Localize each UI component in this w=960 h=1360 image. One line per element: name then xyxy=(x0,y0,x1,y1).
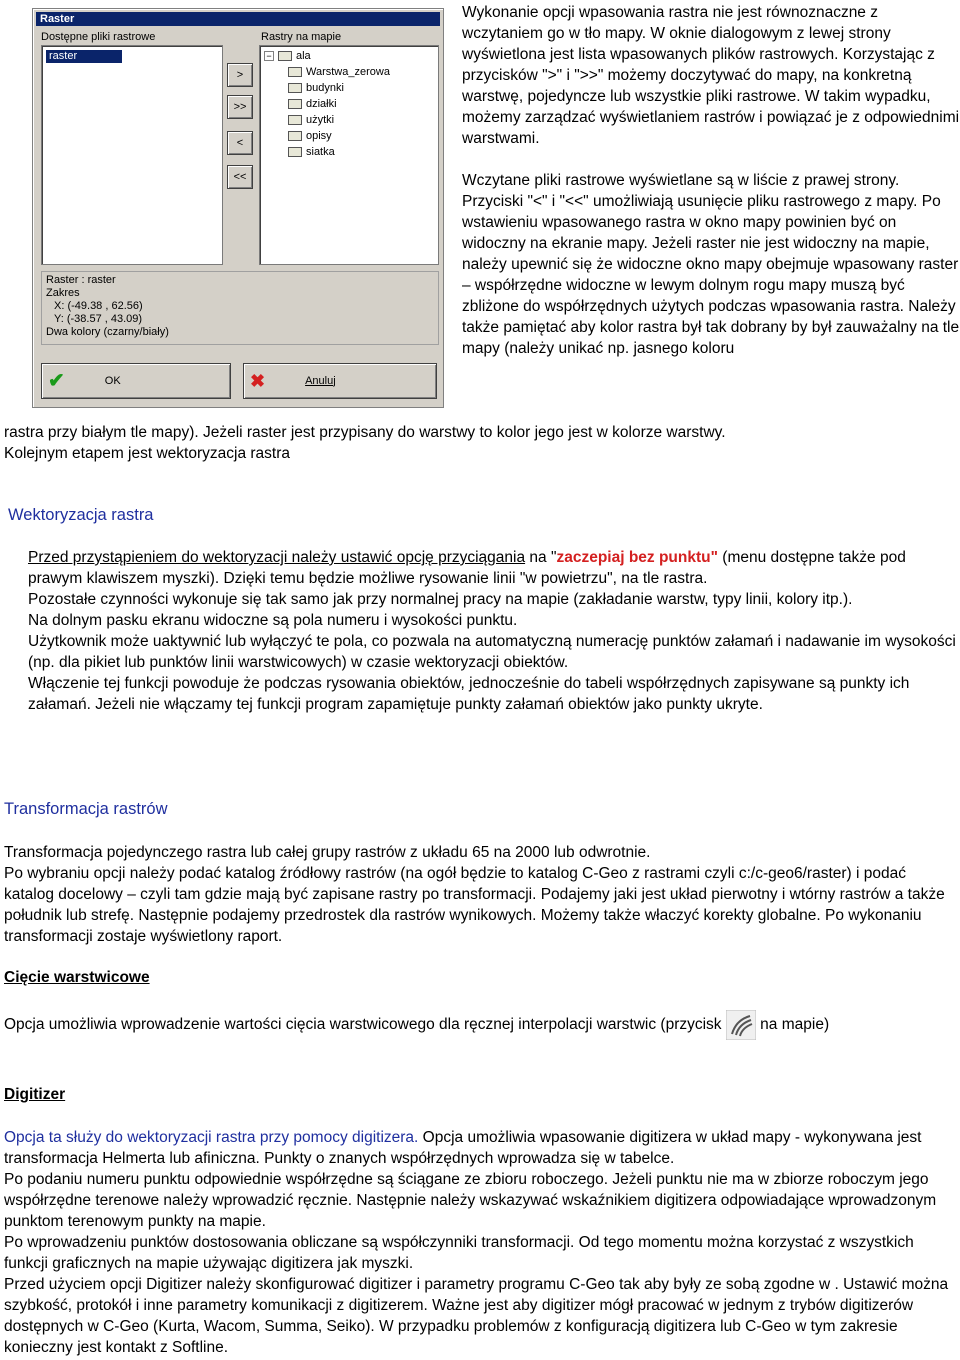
collapse-icon[interactable]: − xyxy=(264,51,274,61)
wektoryzacja-line-5: Włączenie tej funkcji powoduje że podczas rysowania obiektów, jednocześnie do tabeli współrzędnych zapisywane są punkty ich załamań. Jeżeli nie włączamy tej funkcji program zapamiętuje punkty załamań obiektów jako punkty ukryte. xyxy=(28,675,910,713)
cross-icon: ✖ xyxy=(250,370,266,391)
section-heading-transformacja: Transformacja rastrów xyxy=(4,800,168,818)
contour-interpolation-icon xyxy=(726,1010,756,1040)
ciecie-body xyxy=(4,1010,958,1040)
list-item[interactable]: raster xyxy=(46,50,122,63)
layer-icon xyxy=(288,131,302,141)
wektoryzacja-body xyxy=(28,547,958,715)
tree-item[interactable]: Warstwa_zerowa xyxy=(288,64,390,80)
digitizer-line-2: Po podaniu numeru punktu odpowiednie współrzędne są ściągane ze zbioru roboczego. Jeżeli punktu nie ma w zbiorze roboczym jego współrzędne terenowe należy wprowadzić ręcznie. Następnie należy wskazywać wskaźnikiem digitizera odpowiadające wprowadzonym punktom terenowym punkty na mapie. xyxy=(4,1171,937,1230)
transformacja-line-2: Po wybraniu opcji należy podać katalog źródłowy rastrów (na ogół będzie to katalog C-Geo z rastrami czyli c:/c-geo6/raster) i podać katalog docelowy – czyli tam gdzie mają być zapisane rastry po transformacji. Podajemy jaki jest układ pierwotny i wtórny rastrów a także południk lub strefę. Następnie podajemy przedrostek dla rastrów wynikowych. Możemy także właczyć korekty globalne. Po wykonaniu transformacji zostaje wyświetlony raport. xyxy=(4,865,945,945)
layer-icon xyxy=(288,147,302,157)
wektoryzacja-line-3: Na dolnym pasku ekranu widoczne są pola numeru i wysokości punktu. xyxy=(28,612,518,629)
wektoryzacja-line-2: Pozostałe czynności wykonuje się tak samo jak przy normalnej pracy na mapie (zakładanie warstw, typy linii, kolory itp.). xyxy=(28,591,853,608)
info-line: Raster : raster xyxy=(46,274,116,286)
tree-item[interactable]: opisy xyxy=(288,128,390,144)
info-line: Dwa kolory (czarny/biały) xyxy=(46,326,169,338)
layer-icon xyxy=(288,115,302,125)
map-rasters-tree[interactable] xyxy=(259,45,439,265)
intro-paragraph-1: Wykonanie opcji wpasowania rastra nie jest równoznaczne z wczytaniem go w tło mapy. W oknie dialogowym z lewej strony wyświetlona jest lista wpasowanych plików rastrowych. Korzystając z przycisków ">" i ">>" możemy doczytywać do mapy, na konkretną warstwę, pojedyncze lub wszystkie pliki rastrowe. W takim wypadku, możemy zarządzać wyświetlaniem rastrów i powiązać je z odpowiednimi warstwami. xyxy=(462,4,960,147)
ciecie-line-1: Opcja umożliwia wprowadzenie wartości cięcia warstwicowego dla ręcznej interpolacji warstwic (przycisk na mapie) xyxy=(4,1010,958,1040)
add-raster-button[interactable]: > xyxy=(227,63,253,87)
dialog-title: Raster xyxy=(36,12,440,26)
tree-item[interactable]: siatka xyxy=(288,144,390,160)
digitizer-line-1: Opcja ta służy do wektoryzacji rastra przy pomocy digitizera. Opcja umożliwia wpasowanie digitizera w układ mapy - wykonywana jest transformacja Helmerta lub afiniczna. Punkty o znanych współrzędnych wprowadza się w tabelce. xyxy=(4,1129,922,1167)
cancel-button[interactable]: ✖ Anuluj xyxy=(243,363,437,399)
raster-info-panel xyxy=(41,271,439,345)
intro-paragraph-4: Kolejnym etapem jest wektoryzacja rastra xyxy=(4,445,291,462)
digitizer-line-4: Przed użyciem opcji Digitizer należy skonfigurować digitizer i parametry programu C-Geo tak aby były ze sobą zgodne w . Ustawić można szybkość, protokół i inne parametry komunikacji z digitizerem. Ważne jest aby digitizer mógł pracować w jednym z trybów digitizerów dostępnych w C-Geo (Kurta, Wacom, Summa, Seiko). W przypadku problemów z konfiguracją digitizera lub C-Geo w tym zakresie konieczny jest kontakt z Softline. xyxy=(4,1276,949,1356)
section-heading-digitizer: Digitizer xyxy=(4,1086,66,1103)
tree-item[interactable]: użytki xyxy=(288,112,390,128)
transformacja-body xyxy=(4,842,958,947)
intro-continuation xyxy=(4,422,958,464)
tree-item[interactable]: działki xyxy=(288,96,390,112)
add-all-rasters-button[interactable]: >> xyxy=(227,95,253,119)
map-rasters-label: Rastry na mapie xyxy=(261,31,342,43)
digitizer-line-3: Po wprowadzeniu punktów dostosowania obliczane są współczynniki transformacji. Od tego momentu można korzystać z wszystkich funkcji graficznych na mapie używając digitizera jak myszki. xyxy=(4,1234,914,1272)
layer-icon xyxy=(288,67,302,77)
wektoryzacja-line-4: Użytkownik może uaktywnić lub wyłączyć te pola, co pozwala na automatyczną numerację punktów załamań i nadawanie im wysokości (np. dla pikiet lub punktów linii warstwicowych) w czasie wektoryzacji obiektów. xyxy=(28,633,956,671)
remove-all-rasters-button[interactable]: << xyxy=(227,165,253,189)
section-heading-wektoryzacja: Wektoryzacja rastra xyxy=(8,506,154,524)
intro-paragraph-3: Przyciski "<" i "<<" umożliwiają usunięcie pliku rastrowego z mapy. Po wstawieniu wpasowanego rastra w okno mapy powinien być on widoczny na ekranie mapy. Jeżeli raster nie jest widoczny na mapie, należy upewnić się że widoczne okno mapy obejmuje wpasowany raster – współrzędne widoczne w lewym dolnym rogu mapy muszą być zbliżone do współrzędnych użytych podczas wpasowania rastra. Należy także pamiętać aby kolor rastra był tak dobrany by był zauważalny na tle mapy (należy unikać np. jasnego koloru xyxy=(462,193,960,357)
info-line: Zakres xyxy=(46,287,80,299)
intro-column xyxy=(462,2,960,359)
available-rasters-label: Dostępne pliki rastrowe xyxy=(41,31,156,43)
layer-icon xyxy=(278,51,292,61)
info-line: X: (-49.38 , 62.56) xyxy=(54,300,143,312)
intro-paragraph-3-continued: rastra przy białym tle mapy). Jeżeli raster jest przypisany do warstwy to kolor jego jest w kolorze warstwy. xyxy=(4,424,726,441)
transformacja-line-1: Transformacja pojedynczego rastra lub całej grupy rastrów z układu 65 na 2000 lub odwrotnie. xyxy=(4,844,651,861)
available-rasters-list[interactable] xyxy=(41,45,223,265)
tree-children xyxy=(288,64,390,160)
check-icon: ✔ xyxy=(48,369,65,392)
intro-paragraph-2: Wczytane pliki rastrowe wyświetlane są w liście z prawej strony. xyxy=(462,172,900,189)
info-line: Y: (-38.57 , 43.09) xyxy=(54,313,143,325)
remove-raster-button[interactable]: < xyxy=(227,131,253,155)
layer-icon xyxy=(288,83,302,93)
section-heading-ciecie: Cięcie warstwicowe xyxy=(4,969,150,986)
tree-root[interactable]: − ala xyxy=(264,48,311,64)
digitizer-body xyxy=(4,1127,958,1358)
layer-icon xyxy=(288,99,302,109)
wektoryzacja-line-1: Przed przystąpieniem do wektoryzacji należy ustawić opcję przyciągania na "zaczepiaj bez punktu" (menu dostępne także pod prawym klawiszem myszki). Dzięki temu będzie możliwe rysowanie linii "w powietrzu", na tle rastra. xyxy=(28,549,906,587)
ok-button[interactable]: ✔ OK xyxy=(41,363,231,399)
tree-item[interactable]: budynki xyxy=(288,80,390,96)
raster-dialog xyxy=(32,8,444,408)
